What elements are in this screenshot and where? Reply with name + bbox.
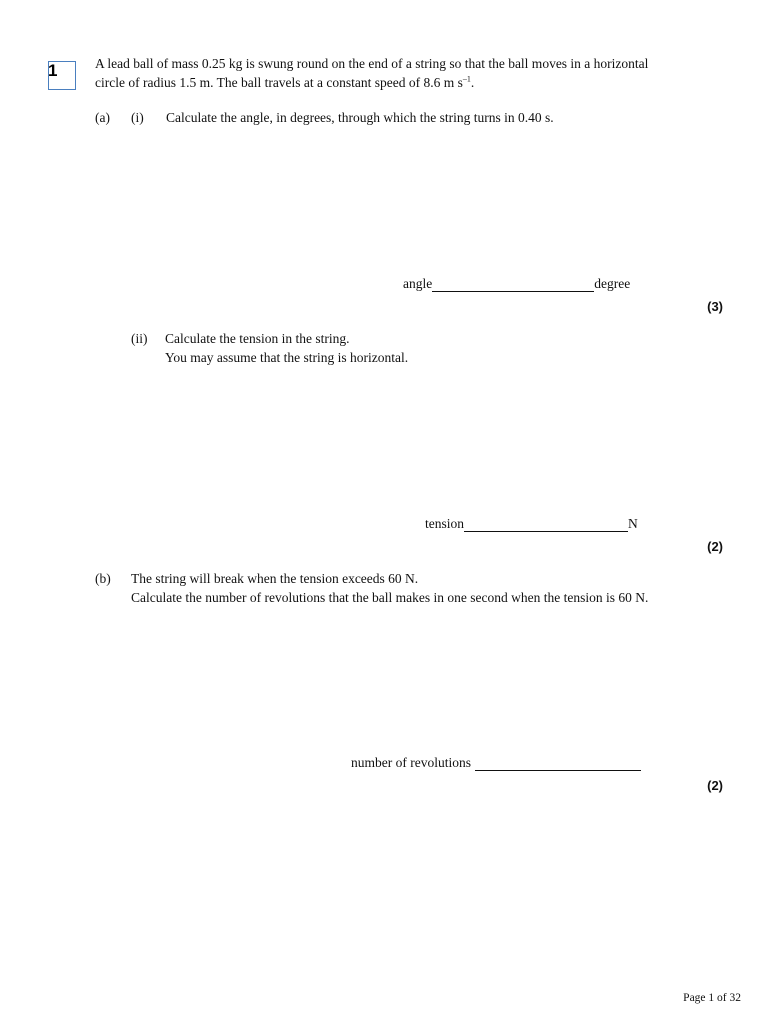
tension-answer-row — [425, 516, 638, 532]
part-a-ii-marks: (2) — [707, 539, 723, 554]
unit-exponent: –1 — [462, 74, 471, 84]
revolutions-answer-row — [351, 755, 641, 771]
page-footer — [683, 992, 741, 1004]
part-b-marks: (2) — [707, 778, 723, 793]
question-number: 1 — [48, 61, 58, 80]
angle-answer-row — [403, 276, 630, 292]
part-a-ii-line-1: Calculate the tension in the string. — [165, 331, 350, 346]
part-a-ii-line-2: You may assume that the string is horizontal. — [165, 350, 409, 365]
part-a-label: (a) — [95, 110, 110, 125]
page-of-label: of — [717, 992, 727, 1004]
angle-answer-unit: degree — [594, 276, 631, 291]
page-number: 1 — [708, 992, 715, 1004]
tension-answer-unit: N — [628, 516, 638, 531]
revolutions-answer-label: number of revolutions — [351, 755, 471, 770]
part-a-i-text: Calculate the angle, in degrees, through which the string turns in 0.40 s. — [166, 110, 554, 125]
stem-end: . — [470, 75, 475, 90]
part-b-label: (b) — [95, 571, 111, 586]
part-b-line-1: The string will break when the tension exceeds 60 N. — [131, 571, 419, 586]
tension-answer-blank[interactable] — [464, 517, 628, 532]
stem-text: circle of radius 1.5 m. The ball travels at a constant speed of 8.6 m s — [95, 75, 463, 90]
revolutions-answer-blank[interactable] — [475, 756, 641, 771]
angle-answer-label: angle — [403, 276, 433, 291]
part-a-ii-label: (ii) — [131, 331, 148, 346]
part-a-i-marks: (3) — [707, 299, 723, 314]
angle-answer-blank[interactable] — [432, 277, 594, 292]
part-b-line-2: Calculate the number of revolutions that the ball makes in one second when the tension is 60 N. — [131, 590, 649, 605]
part-a-i-label: (i) — [131, 110, 144, 125]
question-stem-line-2 — [95, 73, 474, 92]
page-label: Page — [683, 992, 706, 1004]
page-total: 32 — [729, 992, 741, 1004]
tension-answer-label: tension — [425, 516, 464, 531]
question-stem-line-1: A lead ball of mass 0.25 kg is swung round on the end of a string so that the ball moves in a horizontal — [95, 56, 649, 71]
